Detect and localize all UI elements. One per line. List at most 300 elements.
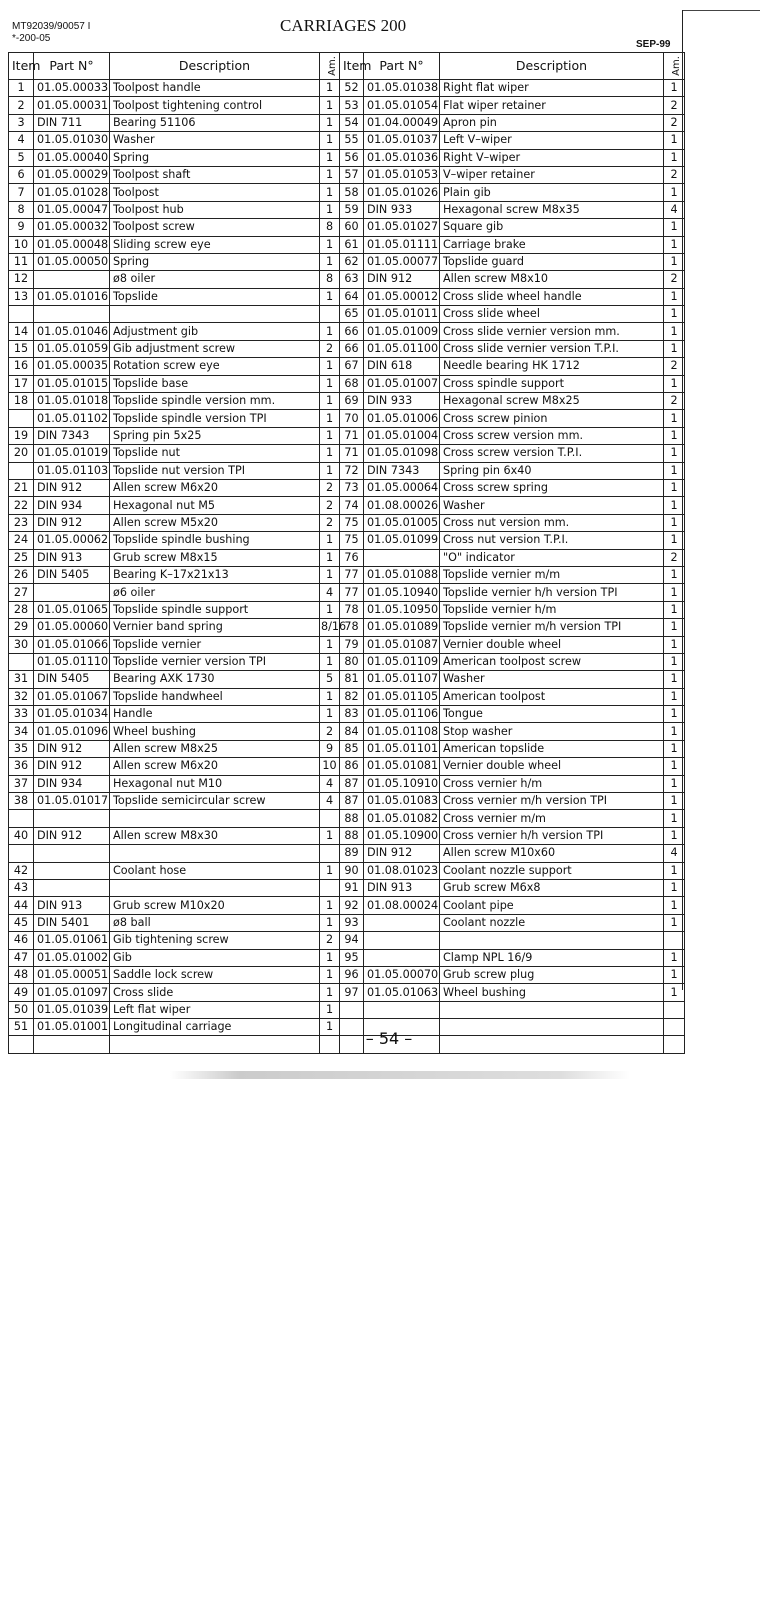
table-row [9,358,685,375]
part-number-cell: 01.08.00024 [364,897,440,914]
table-row [9,114,685,131]
part-number-cell: 01.05.01004 [364,427,440,444]
part-number-cell: 01.05.01106 [364,706,440,723]
part-number-cell: DIN 5401 [34,914,110,931]
item-number-cell: 92 [340,897,364,914]
amount-cell: 1 [664,984,685,1001]
description-cell: Hexagonal nut M5 [110,497,320,514]
amount-cell: 1 [664,584,685,601]
part-number-cell: 01.05.01083 [364,793,440,810]
item-number-cell: 71 [340,445,364,462]
amount-cell: 1 [320,706,340,723]
description-cell: Gib [110,949,320,966]
part-number-cell: 01.05.01109 [364,653,440,670]
table-row [9,236,685,253]
item-number-cell: 97 [340,984,364,1001]
item-number-cell: 96 [340,966,364,983]
item-number-cell: 17 [9,375,34,392]
part-number-cell [34,271,110,288]
description-cell: Coolant nozzle [440,914,664,931]
description-cell: Grub screw M8x15 [110,549,320,566]
item-number-cell: 83 [340,706,364,723]
part-number-cell: 01.05.10910 [364,775,440,792]
amount-cell: 1 [664,306,685,323]
part-number-cell: 01.05.01015 [34,375,110,392]
col-header-amount-2: Am. [664,53,685,80]
part-number-cell: 01.05.01066 [34,636,110,653]
part-number-cell: 01.05.01053 [364,166,440,183]
part-number-cell: DIN 934 [34,775,110,792]
part-number-cell: 01.05.00064 [364,479,440,496]
description-cell: Cross slide wheel [440,306,664,323]
part-number-cell: 01.05.01037 [364,132,440,149]
col-header-part: Part N° [34,53,110,80]
description-cell: Cross screw version mm. [440,427,664,444]
part-number-cell: 01.05.01111 [364,236,440,253]
amount-cell: 1 [320,323,340,340]
item-number-cell: 4 [9,132,34,149]
part-number-cell: DIN 7343 [364,462,440,479]
item-number-cell: 60 [340,219,364,236]
part-number-cell: 01.05.01087 [364,636,440,653]
amount-cell: 2 [320,497,340,514]
amount-cell: 2 [664,393,685,410]
description-cell: Toolpost handle [110,80,320,97]
part-number-cell [34,862,110,879]
table-row [9,566,685,583]
amount-cell: 1 [320,636,340,653]
item-number-cell: 14 [9,323,34,340]
item-number-cell: 52 [340,80,364,97]
item-number-cell: 35 [9,740,34,757]
amount-cell: 4 [664,201,685,218]
amount-cell: 1 [664,671,685,688]
item-number-cell: 37 [9,775,34,792]
description-cell: Toolpost hub [110,201,320,218]
item-number-cell: 36 [9,758,34,775]
description-cell: Topslide handwheel [110,688,320,705]
description-cell: Apron pin [440,114,664,131]
description-cell [110,306,320,323]
col-header-item: Item [9,53,34,80]
item-number-cell: 67 [340,358,364,375]
description-cell: Grub screw M6x8 [440,879,664,896]
part-number-cell: DIN 711 [34,114,110,131]
part-number-cell: 01.05.00040 [34,149,110,166]
description-cell: Allen screw M8x30 [110,827,320,844]
table-row [9,497,685,514]
part-number-cell: 01.05.01018 [34,393,110,410]
description-cell: Spring [110,253,320,270]
document-date: SEP-99 [636,39,671,50]
description-cell: Washer [440,497,664,514]
part-number-cell: 01.05.00033 [34,80,110,97]
table-row [9,80,685,97]
description-cell: Cross screw spring [440,479,664,496]
item-number-cell: 49 [9,984,34,1001]
description-cell: Cross slide wheel handle [440,288,664,305]
description-cell [110,845,320,862]
description-cell: Toolpost [110,184,320,201]
amount-cell: 1 [664,897,685,914]
item-number-cell: 53 [340,97,364,114]
description-cell: Vernier double wheel [440,758,664,775]
part-number-cell: 01.05.00050 [34,253,110,270]
description-cell: Square gib [440,219,664,236]
description-cell: Allen screw M10x60 [440,845,664,862]
item-number-cell: 23 [9,514,34,531]
description-cell: Topslide spindle bushing [110,532,320,549]
description-cell: Cross vernier m/m [440,810,664,827]
part-number-cell [364,1001,440,1018]
description-cell: Bearing 51106 [110,114,320,131]
parts-table [8,52,685,1054]
description-cell: Topslide nut [110,445,320,462]
table-row [9,514,685,531]
amount-cell: 1 [664,253,685,270]
description-cell: Tongue [440,706,664,723]
amount-cell: 8/16 [320,619,340,636]
amount-cell: 1 [320,97,340,114]
description-cell: Spring pin 5x25 [110,427,320,444]
amount-cell: 1 [664,966,685,983]
amount-cell: 1 [664,810,685,827]
description-cell: ø8 ball [110,914,320,931]
description-cell: Toolpost tightening control [110,97,320,114]
item-number-cell: 42 [9,862,34,879]
amount-cell: 4 [664,845,685,862]
amount-cell [320,845,340,862]
part-number-cell: 01.08.00026 [364,497,440,514]
part-number-cell: 01.05.00077 [364,253,440,270]
table-row [9,932,685,949]
item-number-cell: 77 [340,584,364,601]
item-number-cell: 64 [340,288,364,305]
amount-cell: 1 [320,80,340,97]
amount-cell: 1 [320,358,340,375]
part-number-cell: 01.05.01046 [34,323,110,340]
item-number-cell [340,1001,364,1018]
amount-cell: 5 [320,671,340,688]
description-cell: V–wiper retainer [440,166,664,183]
part-number-cell [364,549,440,566]
part-number-cell: 01.05.01038 [364,80,440,97]
item-number-cell: 80 [340,653,364,670]
description-cell: Wheel bushing [440,984,664,1001]
item-number-cell: 66 [340,340,364,357]
table-row [9,949,685,966]
amount-cell: 1 [664,636,685,653]
amount-cell: 1 [664,375,685,392]
description-cell: Topslide guard [440,253,664,270]
amount-cell: 1 [664,601,685,618]
item-number-cell: 50 [9,1001,34,1018]
part-number-cell: 01.05.10900 [364,827,440,844]
item-number-cell: 29 [9,619,34,636]
description-cell: Cross vernier m/h version TPI [440,793,664,810]
description-cell: Washer [110,132,320,149]
description-cell: Gib tightening screw [110,932,320,949]
table-row [9,271,685,288]
description-cell: Cross spindle support [440,375,664,392]
amount-cell: 1 [664,723,685,740]
item-number-cell: 77 [340,566,364,583]
table-row [9,723,685,740]
table-row [9,584,685,601]
amount-cell: 2 [664,358,685,375]
amount-cell: 1 [664,653,685,670]
amount-cell [320,306,340,323]
item-number-cell: 75 [340,532,364,549]
part-number-cell: 01.05.00012 [364,288,440,305]
amount-cell: 1 [664,427,685,444]
description-cell: Bearing AXK 1730 [110,671,320,688]
description-cell: Handle [110,706,320,723]
description-cell: Topslide vernier m/m [440,566,664,583]
description-cell: Stop washer [440,723,664,740]
item-number-cell: 85 [340,740,364,757]
item-number-cell [9,410,34,427]
amount-cell: 1 [320,114,340,131]
description-cell: Cross nut version mm. [440,514,664,531]
table-row [9,323,685,340]
part-number-cell: DIN 5405 [34,566,110,583]
description-cell: Cross vernier h/h version TPI [440,827,664,844]
part-number-cell: 01.05.01107 [364,671,440,688]
amount-cell [664,932,685,949]
part-number-cell: 01.05.01019 [34,445,110,462]
item-number-cell: 43 [9,879,34,896]
description-cell: Hexagonal nut M10 [110,775,320,792]
item-number-cell: 84 [340,723,364,740]
item-number-cell: 66 [340,323,364,340]
description-cell [440,1001,664,1018]
item-number-cell: 75 [340,514,364,531]
item-number-cell: 63 [340,271,364,288]
amount-cell: 1 [320,445,340,462]
amount-cell: 1 [320,549,340,566]
item-number-cell: 5 [9,149,34,166]
description-cell: Topslide semicircular screw [110,793,320,810]
description-cell: Sliding screw eye [110,236,320,253]
description-cell: Wheel bushing [110,723,320,740]
amount-cell: 10 [320,758,340,775]
table-row [9,914,685,931]
part-number-cell: DIN 912 [34,740,110,757]
table-row [9,149,685,166]
item-number-cell: 51 [9,1019,34,1036]
parts-table-body [9,80,685,1054]
description-cell: Clamp NPL 16/9 [440,949,664,966]
description-cell: Cross nut version T.P.I. [440,532,664,549]
part-number-cell: 01.05.01098 [364,445,440,462]
amount-cell: 1 [664,862,685,879]
amount-cell: 1 [664,827,685,844]
table-row [9,619,685,636]
table-row [9,671,685,688]
item-number-cell: 95 [340,949,364,966]
description-cell: Spring pin 6x40 [440,462,664,479]
description-cell: Vernier band spring [110,619,320,636]
item-number-cell: 94 [340,932,364,949]
part-number-cell: 01.05.01009 [364,323,440,340]
description-cell: Grub screw M10x20 [110,897,320,914]
amount-cell: 1 [320,236,340,253]
amount-cell: 1 [664,410,685,427]
amount-cell: 2 [320,340,340,357]
table-row [9,688,685,705]
part-number-cell [364,932,440,949]
table-row [9,706,685,723]
description-cell: Hexagonal screw M8x35 [440,201,664,218]
description-cell: Flat wiper retainer [440,97,664,114]
amount-cell: 2 [320,932,340,949]
amount-cell: 1 [664,566,685,583]
item-number-cell: 30 [9,636,34,653]
col-header-item-2: Item [340,53,364,80]
part-number-cell: 01.05.00051 [34,966,110,983]
item-number-cell: 21 [9,479,34,496]
item-number-cell: 93 [340,914,364,931]
part-number-cell: 01.05.01001 [34,1019,110,1036]
part-number-cell: DIN 933 [364,393,440,410]
col-header-description-2: Description [440,53,664,80]
part-number-cell: 01.05.01081 [364,758,440,775]
table-row [9,862,685,879]
item-number-cell: 68 [340,375,364,392]
table-row [9,97,685,114]
item-number-cell: 78 [340,601,364,618]
amount-cell: 1 [664,445,685,462]
item-number-cell: 61 [340,236,364,253]
item-number-cell: 71 [340,427,364,444]
part-number-cell: 01.05.01082 [364,810,440,827]
amount-cell: 1 [664,340,685,357]
part-number-cell: 01.05.01039 [34,1001,110,1018]
amount-cell: 1 [320,201,340,218]
amount-cell: 2 [320,479,340,496]
amount-cell: 1 [664,514,685,531]
item-number-cell: 44 [9,897,34,914]
item-number-cell: 89 [340,845,364,862]
table-row [9,653,685,670]
item-number-cell: 31 [9,671,34,688]
amount-cell: 1 [320,1001,340,1018]
amount-cell: 1 [320,184,340,201]
amount-cell: 8 [320,271,340,288]
description-cell: American toolpost [440,688,664,705]
amount-cell: 1 [320,253,340,270]
part-number-cell: 01.05.01059 [34,340,110,357]
description-cell: "O" indicator [440,549,664,566]
item-number-cell: 87 [340,793,364,810]
table-row [9,306,685,323]
amount-cell: 1 [320,166,340,183]
description-cell: Needle bearing HK 1712 [440,358,664,375]
amount-cell: 1 [320,288,340,305]
table-header-row [9,53,685,80]
amount-cell: 1 [320,862,340,879]
description-cell: Allen screw M8x10 [440,271,664,288]
table-row [9,393,685,410]
part-number-cell: 01.05.10940 [364,584,440,601]
table-row [9,253,685,270]
description-cell: Vernier double wheel [440,636,664,653]
part-number-cell: DIN 933 [364,201,440,218]
amount-cell: 1 [664,532,685,549]
part-number-cell: 01.05.01006 [364,410,440,427]
description-cell: Topslide base [110,375,320,392]
item-number-cell: 65 [340,306,364,323]
amount-cell: 2 [664,97,685,114]
description-cell: Adjustment gib [110,323,320,340]
part-number-cell: 01.05.01100 [364,340,440,357]
item-number-cell: 7 [9,184,34,201]
amount-cell: 1 [320,949,340,966]
description-cell: Toolpost screw [110,219,320,236]
table-row [9,775,685,792]
item-number-cell: 32 [9,688,34,705]
table-row [9,445,685,462]
description-cell: ø8 oiler [110,271,320,288]
part-number-cell: DIN 912 [364,271,440,288]
amount-cell: 1 [320,375,340,392]
item-number-cell: 87 [340,775,364,792]
item-number-cell: 55 [340,132,364,149]
amount-cell: 1 [664,323,685,340]
table-row [9,219,685,236]
part-number-cell: DIN 912 [34,479,110,496]
part-number-cell: DIN 934 [34,497,110,514]
item-number-cell: 27 [9,584,34,601]
item-number-cell: 20 [9,445,34,462]
part-number-cell: 01.05.01007 [364,375,440,392]
col-header-description: Description [110,53,320,80]
amount-cell [320,810,340,827]
amount-cell: 9 [320,740,340,757]
amount-cell: 1 [664,688,685,705]
part-number-cell [34,306,110,323]
part-number-cell: 01.05.10950 [364,601,440,618]
description-cell: Topslide nut version TPI [110,462,320,479]
item-number-cell: 38 [9,793,34,810]
item-number-cell: 11 [9,253,34,270]
item-number-cell: 9 [9,219,34,236]
amount-cell: 1 [664,758,685,775]
description-cell: Cross screw pinion [440,410,664,427]
part-number-cell: 01.05.00060 [34,619,110,636]
amount-cell: 1 [320,601,340,618]
part-number-cell: 01.05.00032 [34,219,110,236]
part-number-cell: 01.05.00031 [34,97,110,114]
amount-cell: 1 [664,793,685,810]
description-cell [440,932,664,949]
amount-cell: 1 [320,532,340,549]
amount-cell: 2 [320,723,340,740]
description-cell: Plain gib [440,184,664,201]
amount-cell: 1 [320,653,340,670]
col-header-part-2: Part N° [364,53,440,80]
description-cell: Topslide spindle version mm. [110,393,320,410]
page-number: – 54 – [365,1029,413,1048]
table-row [9,636,685,653]
description-cell [110,879,320,896]
amount-cell: 1 [320,688,340,705]
amount-cell: 1 [664,949,685,966]
part-number-cell: 01.05.01101 [364,740,440,757]
description-cell: Cross slide vernier version T.P.I. [440,340,664,357]
description-cell: Coolant hose [110,862,320,879]
